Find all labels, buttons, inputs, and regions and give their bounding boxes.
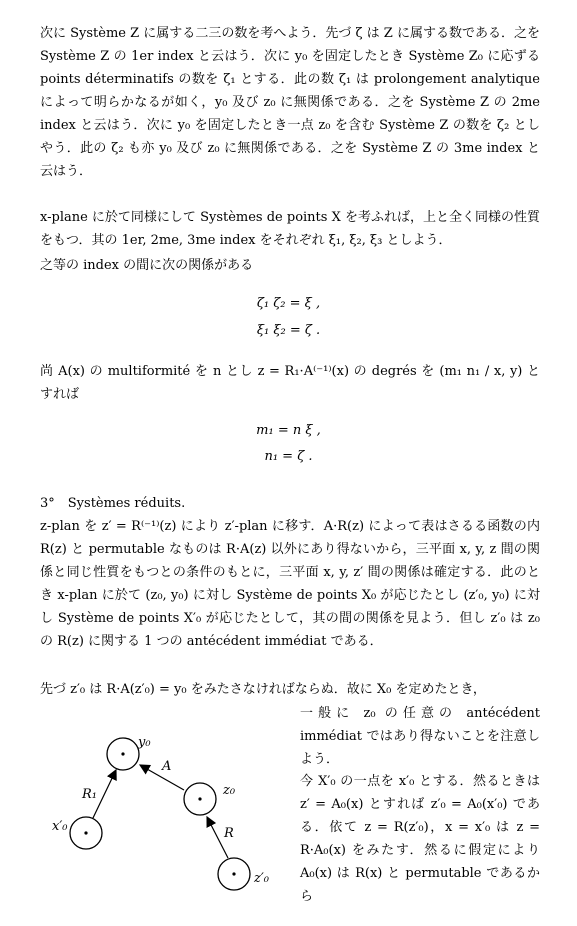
node-z0: [184, 783, 216, 815]
equation-2: ξ₁ ξ₂ = ζ .: [256, 323, 321, 338]
label-R: R: [224, 826, 234, 841]
equation-1: ζ₁ ζ₂ = ξ ,: [256, 296, 321, 311]
paragraph-index-definitions: 次に Système Z に属する二三の数を考へよう．先づ ζ は Z に属する数である．之を Système Z の 1er index と云はう．次に y₀ を固定したとき Système Z₀ に応ずる points déterminatifs の数を ζ₁ とする．此の数 ζ₁ は prolongement analytique によって明らかなるが如く，y₀ 及び z₀ に無関係である．之を Système Z の 2me index と云はう．次に y₀ を固定したとき一点 z₀ を含む Système Z の数を ζ₂ としやう．此の ζ₂ も亦 y₀ 及び z₀ に無関係である．之を Système Z の 3me index と云はう．: [40, 26, 540, 179]
label-R1: R₁: [82, 787, 97, 802]
label-y0: y₀: [138, 735, 151, 750]
node-z0-prime: [218, 858, 250, 890]
paragraph-x0-point: 今 X′₀ の一点を x′₀ とする．然るときは z′ = A₀(x) とすれば z′₀ = A₀(x′₀) である．依て z = R(z′₀)，x = x′₀ は z = R·A₀(x) をみたす．然るに假定により A₀(x) は R(x) と permutable であるから: [300, 774, 540, 904]
paragraph-x-plane: x-plane に於て同様にして Systèmes de points X を考ふれば，上と全く同様の性質をもつ．其の 1er, 2me, 3me index をそれぞれ ξ₁, ξ₂, ξ₃ としよう．: [40, 210, 540, 248]
label-x0-prime: x′₀: [52, 819, 68, 834]
label-z0: z₀: [223, 783, 236, 798]
paragraph-first-condition: 先づ z′₀ は R·A(z′₀) = y₀ をみたさなければならぬ．故に X₀ を定めたとき，: [40, 682, 486, 697]
mapping-diagram: [38, 724, 283, 914]
label-z0-prime: z′₀: [254, 871, 270, 886]
label-A: A: [162, 759, 172, 774]
paragraph-multiformite: 尚 A(x) の multiformité を n とし z = R₁·A⁽⁻¹⁾(x) の degrés を (m₁ n₁ / x, y) とすれば: [40, 364, 540, 402]
paragraph-antecedent-note: 一般に z₀ の任意の antécédent immédiat ではあり得ないことを注意しよう．: [300, 706, 540, 767]
node-y0: [107, 738, 139, 770]
paragraph-relations-intro: 之等の index の間に次の関係がある: [40, 258, 254, 273]
paragraph-systemes-reduits: z-plan を z′ = R⁽⁻¹⁾(z) により z′-plan に移す．A·R(z) によって表はさるる函数の内 R(z) と permutable なものは R·A(z) 以外にあり得ないから，三平面 x, y, z 間の関係と同じ性質をもつとの条件のもとに，三平面 x, y, z′ 間の関係は確定する．此のとき x-plan に於て (z₀, y₀) に対し Système de points X₀ が応じたとし (z′₀, y₀) に対し Système de points X′₀ が応じたとして，其の間の関係を見よう．但し z′₀ は z₀ の R(z) に関する 1 つの antécédent immédiat である．: [40, 519, 540, 649]
equation-3: m₁ = n ξ ,: [256, 423, 321, 438]
node-x0-prime: [70, 817, 102, 849]
equation-4: n₁ = ζ .: [264, 449, 313, 464]
section-heading: 3° Systèmes réduits.: [40, 496, 186, 511]
